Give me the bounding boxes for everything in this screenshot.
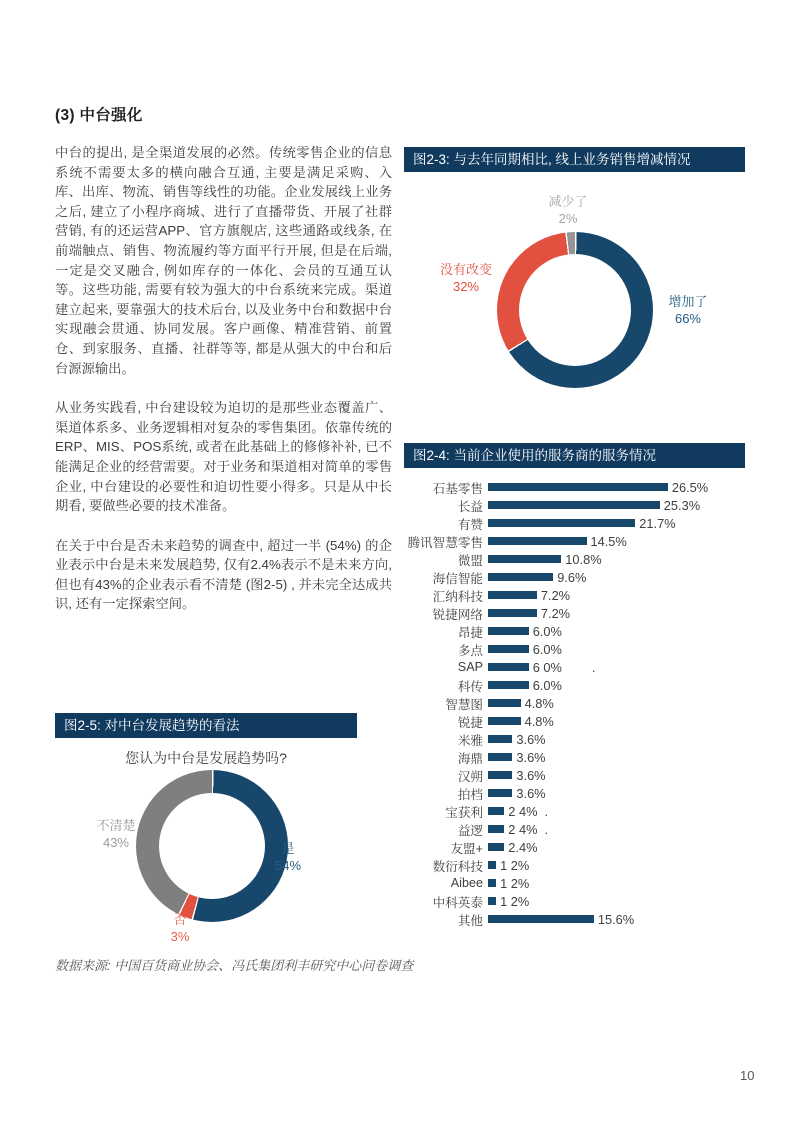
figure-2-3 [404, 147, 745, 397]
bar-category-label: 科传 [457, 679, 483, 694]
bar-rect [488, 663, 529, 671]
bar-value-label: 21.7% [639, 515, 676, 531]
bar-rect [488, 897, 496, 905]
bar-category-label: 其他 [457, 913, 483, 928]
bar-row [404, 496, 784, 514]
bar-row [404, 478, 784, 496]
bar-row [404, 604, 784, 622]
donut-label-increase [668, 294, 707, 327]
bar-category-label: 中科英泰 [432, 895, 483, 910]
bar-value-label: 26.5% [671, 479, 709, 495]
bar-row [404, 712, 784, 730]
bar-category-label: 拍档 [457, 787, 483, 802]
bar-value-label: 1 2% [500, 875, 530, 891]
bar-rect [488, 753, 512, 761]
bar-category-label: 智慧图 [445, 697, 483, 712]
bar-row [404, 640, 784, 658]
bar-value-label: 3.6% [516, 785, 546, 801]
segment-name: 是 [281, 841, 295, 856]
bar-value-label: 2.4% [508, 839, 538, 855]
bar-rect [488, 879, 496, 887]
figure-2-4-rows [404, 478, 784, 928]
donut-label-no [171, 912, 190, 945]
bar-value-label: 6.0% [532, 641, 562, 657]
bar-rect [488, 519, 635, 527]
bar-category-label: 石基零售 [432, 481, 483, 496]
paragraph: 在关于中台是否未来趋势的调查中, 超过一半 (54%) 的企业表示中台是未来发展趋势, 仅有2.4%表示不是未来方向, 但也有43%的企业表示看不清楚 (图2-5) , 并未完全达成共识, 还有一定探索空间。 [55, 537, 392, 612]
bar-rect [488, 825, 504, 833]
bar-category-label: 海鼎 [457, 751, 483, 766]
bar-value-label: 2 4% [508, 803, 538, 819]
bar-category-label: 腾讯智慧零售 [407, 535, 483, 550]
bar-row [404, 748, 784, 766]
figure-2-4-title: 图2-4: 当前企业使用的服务商的服务情况 [404, 443, 745, 468]
bar-value-label: 10.8% [565, 551, 602, 567]
stray-decimal-dot: . [544, 821, 549, 837]
bar-category-label: 锐捷 [457, 715, 483, 730]
bar-category-label: 友盟+ [450, 841, 483, 856]
bar-row [404, 532, 784, 550]
section-heading: (3) 中台强化 [55, 107, 143, 124]
bar-rect [488, 735, 512, 743]
bar-rect [488, 483, 668, 491]
stray-decimal-dot: . [591, 659, 596, 675]
figure-2-3-donut [497, 232, 653, 388]
donut-label-decrease [548, 194, 587, 227]
segment-percent: 54% [274, 857, 302, 873]
segment-percent: 2% [558, 210, 578, 226]
bar-row [404, 910, 784, 928]
bar-value-label: 6.0% [532, 677, 562, 693]
segment-name: 没有改变 [439, 262, 493, 277]
bar-category-label: 微盟 [457, 553, 483, 568]
bar-row [404, 838, 784, 856]
paragraph: 从业务实践看, 中台建设较为迫切的是那些业态覆盖广、渠道体系多、业务逻辑相对复杂的零售集团。依靠传统的ERP、MIS、POS系统, 或者在此基础上的修修补补, 已不能满足企业的经营需要。对于业务和渠道相对简单的零售企业, 中台建设的必要性和迫切性要小得多。只是从中长期看, 要做些必要的技术准备。 [55, 400, 392, 514]
bar-rect [488, 789, 512, 797]
segment-name: 否 [173, 912, 187, 927]
bar-category-label: 宝获利 [445, 805, 483, 820]
bar-category-label: 数衍科技 [432, 859, 483, 874]
figure-2-4 [404, 443, 784, 943]
bar-category-label: 海信智能 [432, 571, 483, 586]
bar-row [404, 874, 784, 892]
bar-rect [488, 771, 512, 779]
bar-row [404, 550, 784, 568]
bar-value-label: 6 0% [532, 659, 562, 675]
bar-category-label: 昂捷 [457, 625, 483, 640]
page-number: 10 [740, 1068, 755, 1083]
bar-rect [488, 555, 561, 563]
bar-row [404, 802, 784, 820]
bar-row [404, 784, 784, 802]
bar-row [404, 856, 784, 874]
bar-value-label: 3.6% [516, 767, 546, 783]
bar-value-label: 9.6% [557, 569, 587, 585]
figure-2-5 [55, 713, 357, 963]
bar-category-label: 益逻 [457, 823, 483, 838]
data-source-note: 数据来源: 中国百货商业协会、冯氏集团利丰研究中心问卷调查 [55, 958, 414, 973]
bar-row [404, 514, 784, 532]
paragraph: 中台的提出, 是全渠道发展的必然。传统零售企业的信息系统不需要太多的横向融合互通, 主要是满足采购、入库、出库、物流、销售等线性的功能。企业发展线上业务之后, 建立了小程序商城、进行了直播带货、开展了社群营销, 有的还运营APP、官方旗舰店, 这些通路或线条, 在前端触点、销售、物流履约等方面平行开展, 但是在后端, 一定是交叉融合, 例如库存的一体化、会员的互通互认等。这些功能, 需要有较为强大的中台系统来完成。渠道建立起来, 要靠强大的技术后台, 以及业务中台和数据中台实现融会贯通、协同发展。客户画像、精准营销、前置仓、到家服务、直播、社群等等, 都是从强大的中台和后台源源输出。 [55, 145, 392, 376]
bar-category-label: SAP [457, 660, 483, 674]
segment-percent: 66% [674, 310, 702, 326]
bar-rect [488, 645, 529, 653]
donut-label-yes [275, 841, 301, 874]
segment-percent: 43% [102, 834, 130, 850]
bar-value-label: 15.6% [597, 911, 635, 927]
bar-value-label: 1 2% [500, 893, 530, 909]
bar-row [404, 586, 784, 604]
bar-value-label: 3.6% [516, 731, 546, 747]
bar-value-label: 6.0% [532, 623, 562, 639]
bar-rect [488, 843, 504, 851]
donut-label-unclear [96, 818, 135, 851]
bar-rect [488, 699, 521, 707]
segment-name: 增加了 [668, 294, 708, 309]
bar-value-label: 1 2% [500, 857, 530, 873]
bar-category-label: 锐捷网络 [432, 607, 483, 622]
bar-category-label: 汉朔 [457, 769, 483, 784]
bar-category-label: 米雅 [457, 733, 483, 748]
bar-rect [488, 537, 587, 545]
body-text [55, 143, 392, 634]
bar-rect [488, 627, 529, 635]
bar-value-label: 25.3% [663, 497, 701, 513]
bar-value-label: 7.2% [540, 605, 571, 621]
figure-2-5-question: 您认为中台是发展趋势吗? [125, 750, 287, 766]
bar-row [404, 568, 784, 586]
bar-value-label: 4.8% [524, 713, 554, 729]
bar-rect [488, 681, 529, 689]
bar-rect [488, 573, 553, 581]
bar-row [404, 820, 784, 838]
bar-category-label: 多点 [457, 643, 483, 658]
bar-rect [488, 501, 660, 509]
bar-row [404, 622, 784, 640]
bar-value-label: 7.2% [540, 587, 571, 603]
bar-row [404, 766, 784, 784]
bar-rect [488, 591, 537, 599]
bar-value-label: 3.6% [516, 749, 546, 765]
bar-category-label: 汇纳科技 [432, 589, 483, 604]
segment-name: 减少了 [548, 194, 588, 209]
bar-category-label: 有赞 [457, 517, 483, 532]
figure-2-3-title: 图2-3: 与去年同期相比, 线上业务销售增减情况 [404, 147, 745, 172]
bar-category-label: Aibee [450, 876, 483, 890]
bar-rect [488, 861, 496, 869]
donut-hole [159, 793, 265, 899]
segment-percent: 32% [452, 278, 480, 294]
segment-percent: 3% [170, 928, 190, 944]
donut-label-no-change [440, 262, 492, 295]
donut-hole [519, 254, 631, 366]
bar-rect [488, 609, 537, 617]
figure-2-5-donut [136, 770, 288, 922]
bar-category-label: 长益 [457, 499, 483, 514]
bar-row [404, 892, 784, 910]
bar-row [404, 658, 784, 676]
stray-decimal-dot: . [544, 803, 549, 819]
bar-value-label: 2 4% [508, 821, 538, 837]
bar-row [404, 676, 784, 694]
segment-name: 不清楚 [96, 818, 136, 833]
bar-rect [488, 717, 521, 725]
bar-rect [488, 915, 594, 923]
bar-row [404, 694, 784, 712]
bar-row [404, 730, 784, 748]
bar-value-label: 4.8% [524, 695, 554, 711]
figure-2-5-title: 图2-5: 对中台发展趋势的看法 [55, 713, 357, 738]
bar-value-label: 14.5% [590, 533, 627, 549]
bar-rect [488, 807, 504, 815]
